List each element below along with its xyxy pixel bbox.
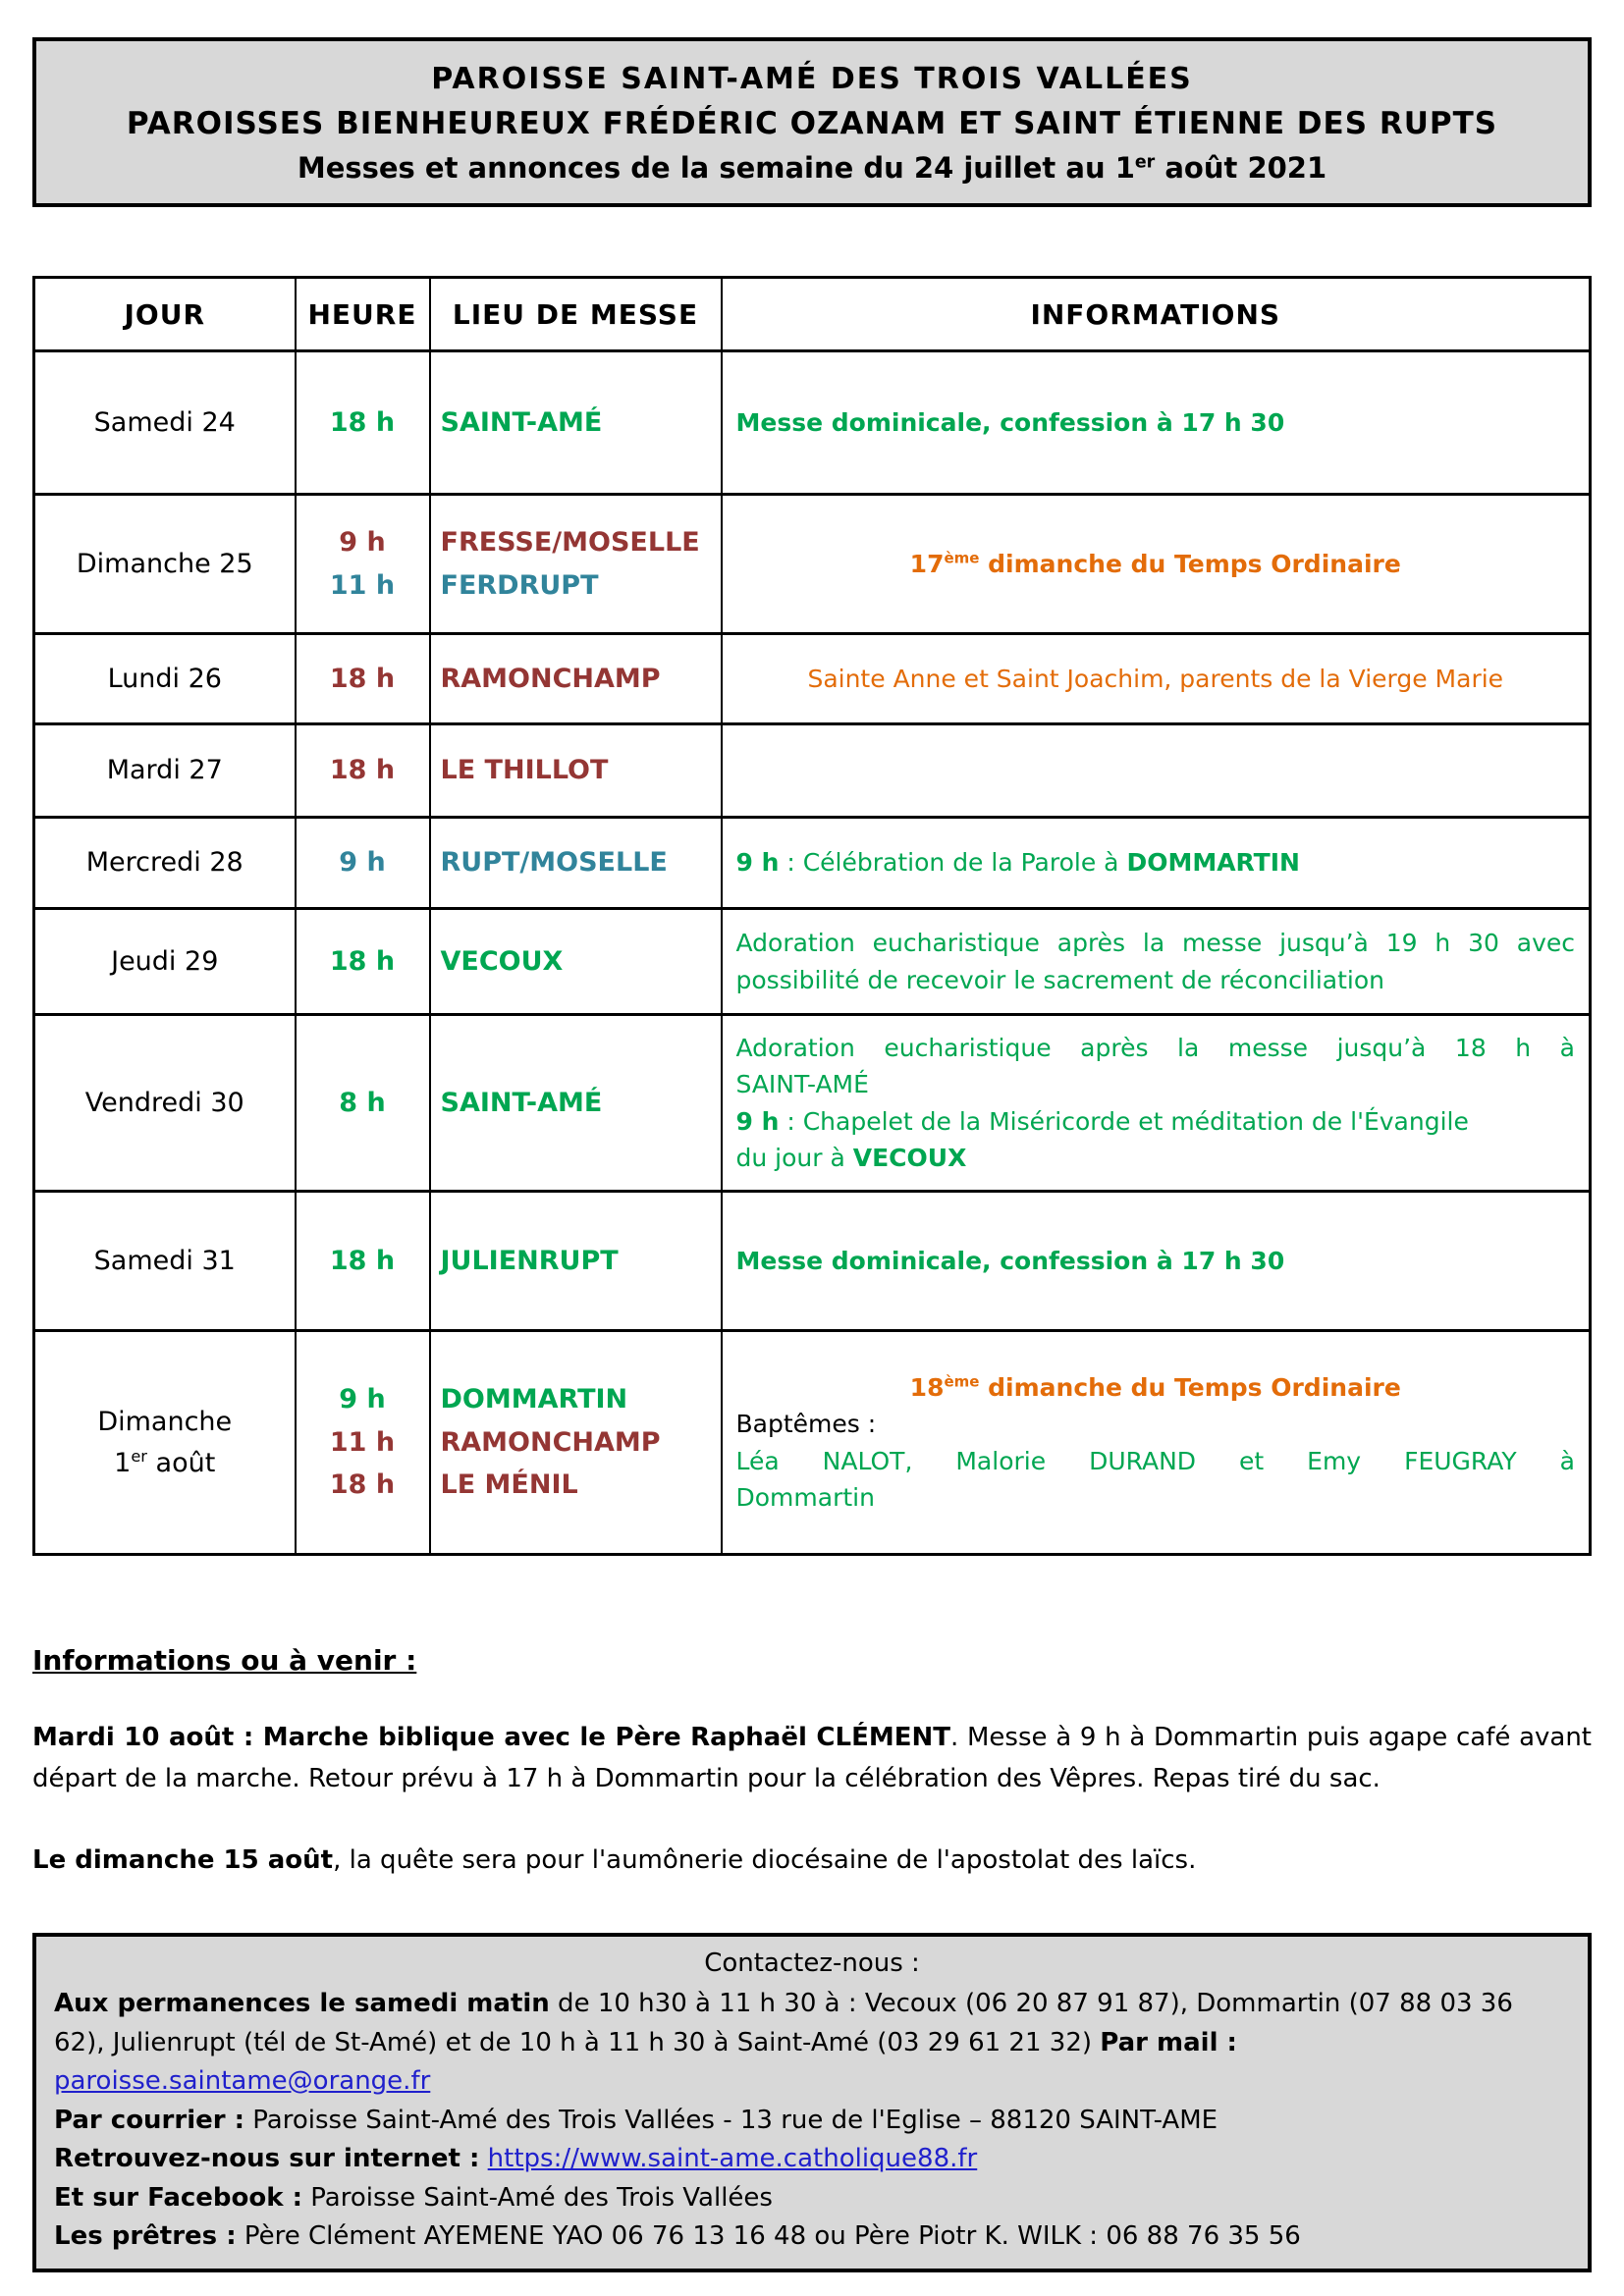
table-row — [34, 1192, 1591, 1331]
info-cell — [722, 634, 1591, 724]
place-text: RAMONCHAMP — [440, 1426, 661, 1458]
contact-title: Contactez-nous : — [704, 1948, 920, 1978]
contact-line: Et sur Facebook : Paroisse Saint-Amé des Trois Vallées — [54, 2182, 773, 2213]
column-header: LIEU DE MESSE — [430, 278, 722, 351]
table-row — [34, 1015, 1591, 1192]
day-text: Lundi 26 — [107, 663, 222, 694]
table-row — [34, 634, 1591, 724]
place-cell — [430, 818, 722, 909]
hour-text: 9 h — [339, 847, 386, 879]
hour-text: 9 h — [339, 526, 386, 558]
table-row — [34, 351, 1591, 495]
mass-schedule-table — [32, 276, 1592, 1556]
place-text: SAINT-AMÉ — [440, 406, 603, 438]
week-subtitle: Messes et annonces de la semaine du 24 juillet au 1er août 2021 — [297, 150, 1327, 185]
hour-text: 18 h — [329, 755, 396, 786]
hour-cell — [296, 495, 430, 634]
hour-text: 18 h — [329, 945, 396, 977]
hour-cell — [296, 818, 430, 909]
contact-line: Aux permanences le samedi matin de 10 h30 à 11 h 30 à : Vecoux (06 20 87 91 87), Dommartin (07 88 03 36 62), Julienrupt (tél de St-Amé) et de 10 h à 11 h 30 à Saint-Amé (03 29 61 21 32) Par mail : paroisse.saintame@orange.fr — [54, 1989, 1513, 2097]
hour-text: 8 h — [339, 1087, 386, 1118]
contact-lines — [54, 1985, 1570, 2257]
hour-text: 18 h — [329, 1245, 396, 1276]
announcements-paragraphs — [32, 1718, 1592, 1882]
table-header — [34, 278, 1591, 351]
day-text: Jeudi 29 — [111, 945, 219, 977]
info-text: possibilité de recevoir le sacrement de réconciliation — [735, 965, 1384, 994]
hour-cell — [296, 909, 430, 1015]
contact-line: Par courrier : Paroisse Saint-Amé des Trois Vallées - 13 rue de l'Eglise – 88120 SAINT-AME — [54, 2105, 1218, 2135]
day-cell — [34, 634, 296, 724]
hyperlink[interactable]: paroisse.saintame@orange.fr — [54, 2066, 431, 2097]
day-text: 1er août — [114, 1446, 216, 1478]
place-cell — [430, 1192, 722, 1331]
info-text: 17ème dimanche du Temps Ordinaire — [909, 549, 1401, 578]
place-cell — [430, 495, 722, 634]
place-cell — [430, 724, 722, 818]
hour-text: 11 h — [329, 1426, 396, 1458]
place-cell — [430, 909, 722, 1015]
announcements-title: Informations ou à venir : — [32, 1644, 417, 1677]
column-header: INFORMATIONS — [722, 278, 1591, 351]
parish-title-line1: PAROISSE SAINT-AMÉ DES TROIS VALLÉES — [431, 62, 1193, 96]
parish-title-line2: PAROISSES BIENHEUREUX FRÉDÉRIC OZANAM ET SAINT ÉTIENNE DES RUPTS — [126, 106, 1498, 141]
day-text: Samedi 24 — [93, 406, 236, 438]
info-text: Baptêmes : — [735, 1410, 877, 1438]
hour-text: 18 h — [329, 663, 396, 694]
info-text: Léa NALOT, Malorie DURAND et Emy FEUGRAY à — [735, 1446, 1575, 1475]
column-header: JOUR — [34, 278, 296, 351]
info-text: du jour à VECOUX — [735, 1144, 967, 1172]
contact-line: Retrouvez-nous sur internet : https://www.saint-ame.catholique88.fr — [54, 2144, 978, 2174]
info-cell — [722, 1192, 1591, 1331]
info-cell — [722, 495, 1591, 634]
info-text: SAINT-AMÉ — [735, 1070, 869, 1098]
hour-text: 18 h — [329, 406, 396, 438]
info-text: 9 h : Célébration de la Parole à DOMMARTIN — [735, 848, 1300, 878]
table-row — [34, 909, 1591, 1015]
place-text: VECOUX — [440, 945, 564, 977]
table-row — [34, 818, 1591, 909]
info-text: Messe dominicale, confession à 17 h 30 — [735, 1246, 1285, 1275]
info-text: Sainte Anne et Saint Joachim, parents de la Vierge Marie — [807, 664, 1504, 693]
place-cell — [430, 351, 722, 495]
hour-cell — [296, 1015, 430, 1192]
hour-text: 18 h — [329, 1469, 396, 1501]
announcement-paragraph: Le dimanche 15 août, la quête sera pour l'aumônerie diocésaine de l'apostolat des laïcs. — [32, 1845, 1197, 1876]
place-text: JULIENRUPT — [440, 1245, 619, 1276]
day-text: Dimanche — [97, 1406, 233, 1437]
info-text: Adoration eucharistique après la messe jusqu’à 19 h 30 avec — [735, 929, 1575, 957]
info-text: Adoration eucharistique après la messe jusqu’à 18 h à — [735, 1033, 1575, 1062]
info-cell — [722, 351, 1591, 495]
info-text: 18ème dimanche du Temps Ordinaire — [909, 1372, 1401, 1402]
hour-text: 11 h — [329, 569, 396, 601]
column-header: HEURE — [296, 278, 430, 351]
place-text: LE MÉNIL — [440, 1469, 578, 1501]
day-cell — [34, 1331, 296, 1555]
hour-cell — [296, 634, 430, 724]
day-text: Dimanche 25 — [76, 548, 253, 579]
place-text: RAMONCHAMP — [440, 663, 661, 694]
contact-box — [32, 1933, 1592, 2272]
day-text: Mercredi 28 — [85, 847, 244, 879]
info-cell — [722, 909, 1591, 1015]
table-row — [34, 724, 1591, 818]
info-text: Messe dominicale, confession à 17 h 30 — [735, 407, 1285, 437]
header-box — [32, 37, 1592, 207]
day-cell — [34, 495, 296, 634]
hour-cell — [296, 1331, 430, 1555]
place-text: FERDRUPT — [440, 569, 599, 601]
place-text: FRESSE/MOSELLE — [440, 526, 700, 558]
hour-cell — [296, 1192, 430, 1331]
hour-text: 9 h — [339, 1383, 386, 1415]
day-cell — [34, 818, 296, 909]
info-cell — [722, 818, 1591, 909]
info-text: 9 h : Chapelet de la Miséricorde et méditation de l'Évangile — [735, 1106, 1469, 1136]
day-cell — [34, 909, 296, 1015]
info-text: Dommartin — [735, 1483, 875, 1512]
place-text: DOMMARTIN — [440, 1383, 628, 1415]
place-text: RUPT/MOSELLE — [440, 847, 668, 879]
hour-cell — [296, 724, 430, 818]
day-cell — [34, 1015, 296, 1192]
day-text: Mardi 27 — [106, 755, 223, 786]
place-text: SAINT-AMÉ — [440, 1087, 603, 1118]
table-header-row — [34, 278, 1591, 351]
place-text: LE THILLOT — [440, 755, 609, 786]
place-cell — [430, 634, 722, 724]
day-cell — [34, 351, 296, 495]
day-text: Vendredi 30 — [84, 1087, 244, 1118]
place-cell — [430, 1015, 722, 1192]
day-cell — [34, 724, 296, 818]
announcement-paragraph: Mardi 10 août : Marche biblique avec le Père Raphaël CLÉMENT. Messe à 9 h à Dommartin puis agape café avant départ de la marche. Retour prévu à 17 h à Dommartin pour la célébration des Vêpres. Repas tiré du sac. — [32, 1723, 1593, 1793]
day-text: Samedi 31 — [93, 1245, 236, 1276]
announcements-section — [32, 1644, 1592, 1882]
table-row — [34, 1331, 1591, 1555]
hyperlink[interactable]: https://www.saint-ame.catholique88.fr — [487, 2144, 978, 2174]
table-row — [34, 495, 1591, 634]
place-cell — [430, 1331, 722, 1555]
hour-cell — [296, 351, 430, 495]
info-cell — [722, 1015, 1591, 1192]
info-cell — [722, 724, 1591, 818]
day-cell — [34, 1192, 296, 1331]
contact-line: Les prêtres : Père Clément AYEMENE YAO 06 76 13 16 48 ou Père Piotr K. WILK : 06 88 76 35 56 — [54, 2221, 1301, 2252]
info-cell — [722, 1331, 1591, 1555]
